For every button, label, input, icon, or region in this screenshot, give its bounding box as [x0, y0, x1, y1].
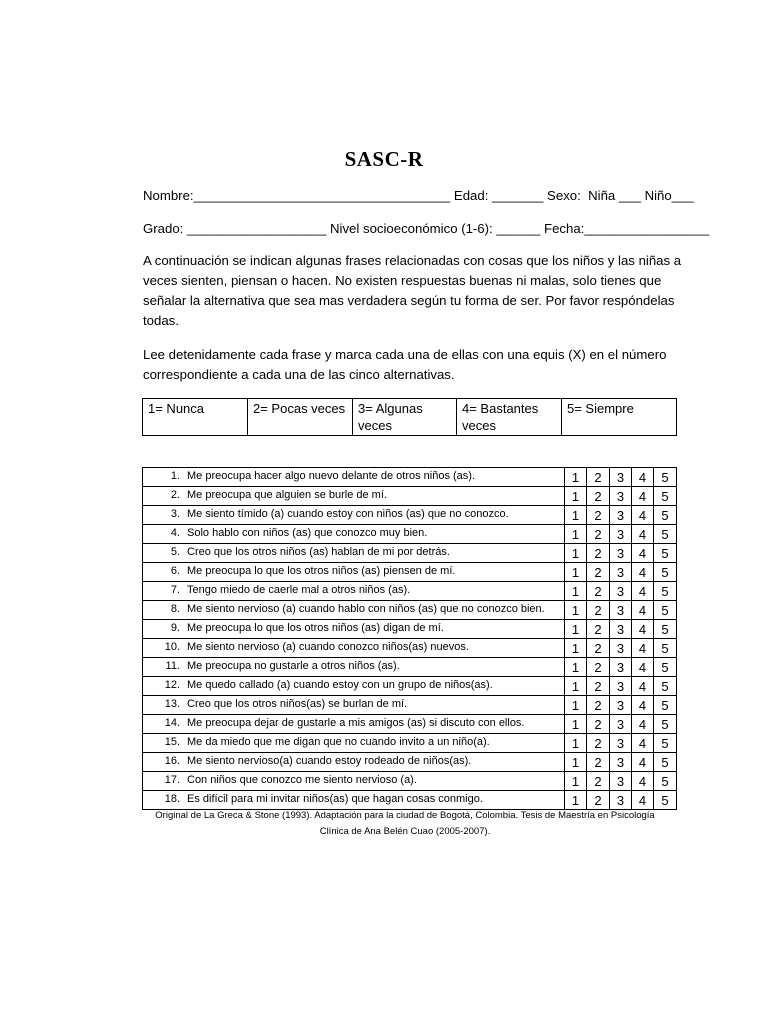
answer-option-2[interactable]: 2 [587, 734, 610, 753]
answer-option-3[interactable]: 3 [610, 468, 632, 487]
answer-option-5[interactable]: 5 [654, 468, 677, 487]
item-number: 18. [164, 793, 180, 805]
item-number: 12. [164, 679, 180, 691]
item-number: 6. [170, 565, 180, 577]
item-text: Me preocupa lo que los otros niños (as) piensen de mí. [187, 565, 456, 577]
answer-option-2[interactable]: 2 [587, 601, 610, 620]
answer-option-2[interactable]: 2 [587, 715, 610, 734]
item-text: Me siento nervioso(a) cuando estoy rodeado de niños(as). [187, 755, 472, 767]
answer-option-4[interactable]: 4 [632, 715, 654, 734]
item-text: Me da miedo que me digan que no cuando invito a un niño(a). [187, 736, 490, 748]
table-row [143, 487, 677, 506]
answer-option-5[interactable]: 5 [654, 791, 677, 810]
item-number: 3. [170, 508, 180, 520]
item-question-cell [143, 601, 565, 620]
answer-option-3[interactable]: 3 [610, 753, 632, 772]
scale-option-4: 4= Bastantes veces [457, 399, 562, 436]
answer-option-5[interactable]: 5 [654, 620, 677, 639]
item-question-cell [143, 677, 565, 696]
table-row [143, 772, 677, 791]
intro-paragraph: A continuación se indican algunas frases relacionadas con cosas que los niños y las niñas a veces sienten, piensan o hacen. No existen respuestas buenas ni malas, solo tienes que señalar la alternativa que sea mas verdadera según tu forma de ser. Por favor respóndelas todas. [143, 253, 682, 328]
item-text: Me quedo callado (a) cuando estoy con un grupo de niños(as). [187, 679, 493, 691]
item-number: 17. [164, 774, 180, 786]
answer-option-4[interactable]: 4 [632, 468, 654, 487]
answer-option-1[interactable]: 1 [565, 658, 587, 677]
answer-option-4[interactable]: 4 [632, 506, 654, 525]
answer-option-1[interactable]: 1 [565, 734, 587, 753]
answer-option-4[interactable]: 4 [632, 696, 654, 715]
table-row [143, 563, 677, 582]
answer-option-3[interactable]: 3 [610, 601, 632, 620]
answer-option-2[interactable]: 2 [587, 658, 610, 677]
item-question-cell [143, 487, 565, 506]
table-row [143, 791, 677, 810]
answer-option-4[interactable]: 4 [632, 620, 654, 639]
item-question-cell [143, 639, 565, 658]
item-text: Me preocupa que alguien se burle de mí. [187, 489, 387, 501]
item-number: 11. [165, 660, 180, 672]
item-question-cell [143, 506, 565, 525]
table-row [143, 639, 677, 658]
item-number: 16. [164, 755, 180, 767]
answer-option-2[interactable]: 2 [587, 753, 610, 772]
answer-option-5[interactable]: 5 [654, 677, 677, 696]
answer-option-4[interactable]: 4 [632, 753, 654, 772]
answer-option-1[interactable]: 1 [565, 525, 587, 544]
scale-option-1: 1= Nunca [143, 399, 248, 436]
answer-scale-legend [142, 398, 677, 436]
item-question-cell [143, 658, 565, 677]
answer-option-2[interactable]: 2 [587, 620, 610, 639]
answer-option-3[interactable]: 3 [610, 715, 632, 734]
answer-option-2[interactable]: 2 [587, 639, 610, 658]
answer-option-1[interactable]: 1 [565, 772, 587, 791]
item-number: 2. [170, 489, 180, 501]
item-question-cell [143, 772, 565, 791]
answer-option-4[interactable]: 4 [632, 563, 654, 582]
page-title: SASC-R [344, 147, 424, 171]
answer-option-1[interactable]: 1 [565, 582, 587, 601]
answer-option-2[interactable]: 2 [587, 544, 610, 563]
item-text: Creo que los otros niños (as) hablan de mi por detrás. [187, 546, 450, 558]
item-number: 8. [170, 603, 180, 615]
scale-option-2: 2= Pocas veces [248, 399, 353, 436]
item-number: 15. [164, 736, 180, 748]
item-text: Tengo miedo de caerle mal a otros niños (as). [187, 584, 411, 596]
answer-option-1[interactable]: 1 [565, 791, 587, 810]
answer-option-5[interactable]: 5 [654, 601, 677, 620]
answer-option-1[interactable]: 1 [565, 639, 587, 658]
item-text: Con niños que conozco me siento nervioso (a). [187, 774, 417, 786]
item-number: 5. [170, 546, 180, 558]
item-number: 14. [164, 717, 180, 729]
source-footnote: Original de La Greca & Stone (1993). Adaptación para la ciudad de Bogotá, Colombia. Tesis de Maestría en Psicología Clínica de Ana Belén Cuao (2005-2007). [155, 810, 655, 837]
items-table [142, 467, 677, 810]
answer-option-3[interactable]: 3 [610, 772, 632, 791]
answer-option-4[interactable]: 4 [632, 772, 654, 791]
table-row [143, 468, 677, 487]
answer-option-1[interactable]: 1 [565, 696, 587, 715]
item-text: Me preocupa dejar de gustarle a mis amigos (as) si discuto con ellos. [187, 717, 525, 729]
answer-option-5[interactable]: 5 [654, 658, 677, 677]
answer-option-4[interactable]: 4 [632, 639, 654, 658]
table-row [143, 620, 677, 639]
header-line-grade-level-date: Grado: ___________________ Nivel socioeconómico (1-6): ______ Fecha:_________________ [143, 221, 710, 236]
item-question-cell [143, 544, 565, 563]
answer-option-1[interactable]: 1 [565, 506, 587, 525]
header-line-name-age-sex: Nombre:___________________________________ Edad: _______ Sexo: Niña ___ Niño___ [143, 188, 694, 203]
scale-option-5: 5= Siempre [562, 399, 677, 436]
item-question-cell [143, 582, 565, 601]
item-question-cell [143, 563, 565, 582]
answer-option-4[interactable]: 4 [632, 487, 654, 506]
item-number: 9. [170, 622, 180, 634]
answer-option-3[interactable]: 3 [610, 563, 632, 582]
table-row [143, 544, 677, 563]
item-question-cell [143, 715, 565, 734]
answer-option-3[interactable]: 3 [610, 696, 632, 715]
answer-option-1[interactable]: 1 [565, 544, 587, 563]
answer-option-5[interactable]: 5 [654, 639, 677, 658]
answer-option-2[interactable]: 2 [587, 487, 610, 506]
answer-option-2[interactable]: 2 [587, 563, 610, 582]
answer-option-1[interactable]: 1 [565, 601, 587, 620]
scale-option-3: 3= Algunas veces [353, 399, 457, 436]
answer-option-4[interactable]: 4 [632, 582, 654, 601]
answer-option-2[interactable]: 2 [587, 468, 610, 487]
answer-option-1[interactable]: 1 [565, 620, 587, 639]
item-text: Me siento nervioso (a) cuando conozco niños(as) nuevos. [187, 641, 469, 653]
item-text: Me preocupa no gustarle a otros niños (as). [187, 660, 400, 672]
item-text: Me preocupa hacer algo nuevo delante de otros niños (as). [187, 470, 476, 482]
answer-option-2[interactable]: 2 [587, 696, 610, 715]
answer-option-5[interactable]: 5 [654, 715, 677, 734]
answer-option-1[interactable]: 1 [565, 468, 587, 487]
table-row [143, 582, 677, 601]
item-text: Creo que los otros niños(as) se burlan de mí. [187, 698, 408, 710]
answer-option-3[interactable]: 3 [610, 506, 632, 525]
answer-option-5[interactable]: 5 [654, 563, 677, 582]
answer-option-5[interactable]: 5 [654, 696, 677, 715]
item-text: Solo hablo con niños (as) que conozco muy bien. [187, 527, 428, 539]
item-question-cell [143, 468, 565, 487]
answer-option-5[interactable]: 5 [654, 506, 677, 525]
answer-option-4[interactable]: 4 [632, 525, 654, 544]
answer-option-2[interactable]: 2 [587, 772, 610, 791]
item-number: 10. [164, 641, 180, 653]
table-row [143, 753, 677, 772]
answer-option-2[interactable]: 2 [587, 582, 610, 601]
answer-option-3[interactable]: 3 [610, 791, 632, 810]
answer-option-3[interactable]: 3 [610, 639, 632, 658]
table-row [143, 734, 677, 753]
table-row [143, 506, 677, 525]
answer-option-3[interactable]: 3 [610, 620, 632, 639]
answer-option-5[interactable]: 5 [654, 772, 677, 791]
item-question-cell [143, 791, 565, 810]
table-row [143, 601, 677, 620]
answer-option-5[interactable]: 5 [654, 525, 677, 544]
answer-option-1[interactable]: 1 [565, 677, 587, 696]
answer-option-2[interactable]: 2 [587, 525, 610, 544]
answer-option-3[interactable]: 3 [610, 582, 632, 601]
answer-option-3[interactable]: 3 [610, 544, 632, 563]
answer-option-2[interactable]: 2 [587, 791, 610, 810]
answer-option-1[interactable]: 1 [565, 715, 587, 734]
item-question-cell [143, 620, 565, 639]
answer-option-5[interactable]: 5 [654, 753, 677, 772]
item-question-cell [143, 734, 565, 753]
answer-option-4[interactable]: 4 [632, 544, 654, 563]
answer-option-5[interactable]: 5 [654, 487, 677, 506]
item-question-cell [143, 696, 565, 715]
table-row [143, 658, 677, 677]
answer-option-3[interactable]: 3 [610, 525, 632, 544]
item-text: Me siento nervioso (a) cuando hablo con niños (as) que no conozco bien. [187, 603, 545, 615]
item-text: Me preocupa lo que los otros niños (as) digan de mí. [187, 622, 444, 634]
answer-option-4[interactable]: 4 [632, 734, 654, 753]
answer-option-3[interactable]: 3 [610, 658, 632, 677]
answer-option-3[interactable]: 3 [610, 487, 632, 506]
item-question-cell [143, 525, 565, 544]
answer-option-4[interactable]: 4 [632, 658, 654, 677]
instructions-paragraph: Lee detenidamente cada frase y marca cada una de ellas con una equis (X) en el número correspondiente a cada una de las cinco alternativas. [143, 347, 667, 382]
answer-option-3[interactable]: 3 [610, 677, 632, 696]
item-number: 7. [170, 584, 180, 596]
answer-option-2[interactable]: 2 [587, 677, 610, 696]
answer-option-4[interactable]: 4 [632, 791, 654, 810]
table-row [143, 677, 677, 696]
item-text: Es difícil para mi invitar niños(as) que hagan cosas conmigo. [187, 793, 483, 805]
answer-option-5[interactable]: 5 [654, 734, 677, 753]
answer-option-3[interactable]: 3 [610, 734, 632, 753]
answer-option-5[interactable]: 5 [654, 544, 677, 563]
answer-option-1[interactable]: 1 [565, 753, 587, 772]
table-row [143, 696, 677, 715]
answer-option-4[interactable]: 4 [632, 677, 654, 696]
answer-option-1[interactable]: 1 [565, 487, 587, 506]
item-number: 4. [170, 527, 180, 539]
answer-option-5[interactable]: 5 [654, 582, 677, 601]
item-question-cell [143, 753, 565, 772]
item-number: 13. [164, 698, 180, 710]
table-row [143, 525, 677, 544]
table-row [143, 715, 677, 734]
item-number: 1. [170, 470, 180, 482]
answer-option-1[interactable]: 1 [565, 563, 587, 582]
item-text: Me siento tímido (a) cuando estoy con niños (as) que no conozco. [187, 508, 509, 520]
answer-option-4[interactable]: 4 [632, 601, 654, 620]
answer-option-2[interactable]: 2 [587, 506, 610, 525]
